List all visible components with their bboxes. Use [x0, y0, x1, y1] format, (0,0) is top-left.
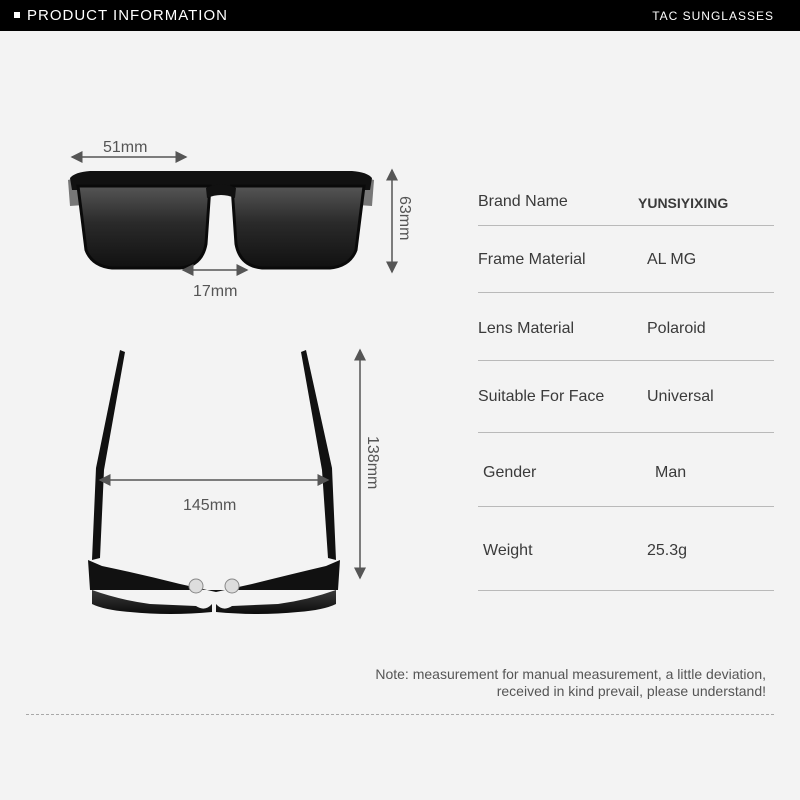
divider [478, 432, 774, 433]
divider [478, 590, 774, 591]
spec-row-brand [478, 193, 774, 233]
bridge [206, 185, 236, 199]
right-lens-top [216, 590, 336, 614]
divider [478, 292, 774, 293]
lens-height-label: 63mm [396, 196, 413, 241]
front-frame-top [88, 560, 340, 592]
spec-name: Weight [483, 542, 533, 559]
sunglasses-diagram [0, 31, 430, 651]
top-view [88, 350, 340, 614]
front-view [68, 171, 374, 268]
left-temple-arm [92, 350, 125, 560]
spec-value: Man [655, 464, 687, 481]
lens-width-label: 51mm [103, 139, 148, 156]
spec-value: AL MG [647, 251, 697, 268]
spec-value: YUNSIYIXING [638, 195, 729, 211]
spec-row-face [478, 388, 774, 428]
left-lens-top [92, 590, 212, 614]
note-line-2: received in kind prevail, please understand! [496, 683, 766, 699]
spec-value: 25.3g [647, 542, 688, 559]
spec-row-lens-material [478, 320, 774, 360]
nose-pad-left [189, 579, 203, 593]
spec-name: Suitable For Face [478, 388, 605, 405]
spec-value: Universal [647, 388, 714, 405]
right-lens [232, 186, 364, 268]
measurement-note [375, 666, 766, 700]
bridge-label: 17mm [193, 283, 238, 300]
nose-pad-right [225, 579, 239, 593]
header-title: PRODUCT INFORMATION [27, 7, 228, 24]
spec-name: Gender [483, 464, 537, 481]
left-lens [78, 186, 210, 268]
spec-row-weight [478, 542, 774, 582]
frame-width-label: 145mm [183, 497, 237, 514]
dashed-divider [26, 714, 774, 715]
bullet-icon [14, 12, 20, 18]
header-bar [0, 0, 800, 31]
temple-length-label: 138mm [364, 436, 381, 490]
header-subtitle: TAC SUNGLASSES [652, 9, 774, 23]
divider [478, 225, 774, 226]
spec-name: Frame Material [478, 251, 586, 268]
right-temple-arm [301, 350, 336, 560]
spec-row-gender [478, 464, 774, 504]
divider [478, 506, 774, 507]
spec-name: Brand Name [478, 193, 568, 210]
note-line-1: Note: measurement for manual measurement, a little deviation, [375, 666, 766, 682]
spec-row-frame-material [478, 251, 774, 291]
spec-name: Lens Material [478, 320, 575, 337]
spec-value: Polaroid [647, 320, 706, 337]
divider [478, 360, 774, 361]
